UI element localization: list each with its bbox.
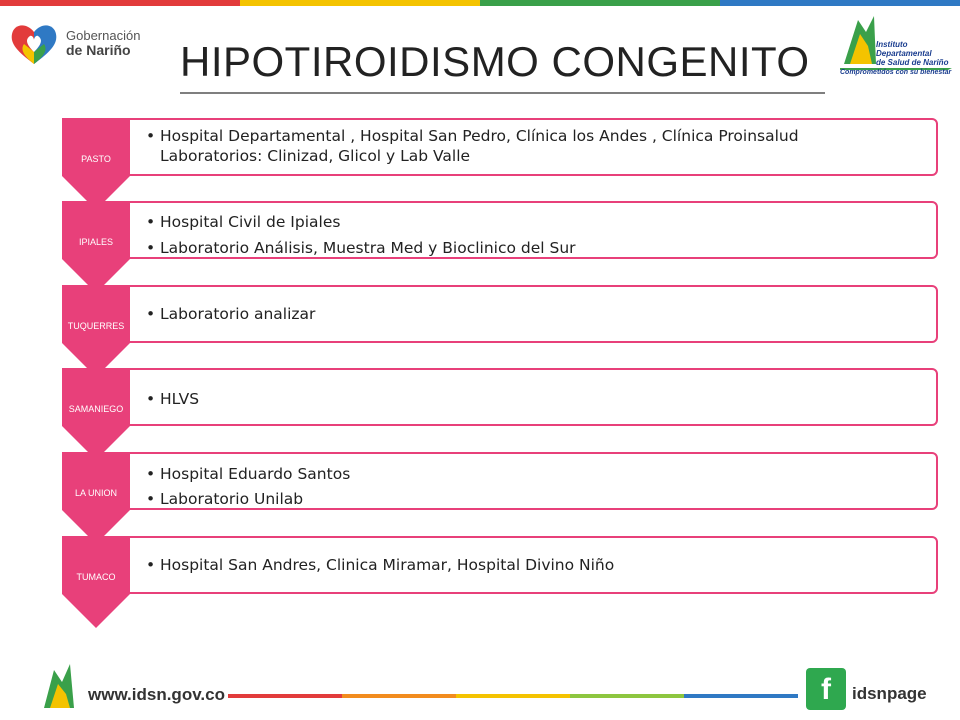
list-item: • Hospital Civil de Ipiales xyxy=(146,209,576,235)
row-tuquerres xyxy=(62,285,942,377)
row-label: TUMACO xyxy=(76,572,116,582)
chevron-arrow-icon xyxy=(62,201,130,293)
top-bar-blue xyxy=(720,0,960,6)
list-item: • Laboratorio analizar xyxy=(146,303,315,325)
top-bar-green xyxy=(480,0,720,6)
heart-logo-icon xyxy=(10,22,58,66)
row-ipiales xyxy=(62,201,942,293)
row-label: SAMANIEGO xyxy=(68,404,124,414)
facebook-icon[interactable]: f xyxy=(806,668,846,710)
facebook-handle[interactable]: idsnpage xyxy=(852,684,927,703)
row-list xyxy=(146,460,350,510)
chevron-arrow-icon xyxy=(62,285,130,377)
list-item: • Laboratorio Unilab xyxy=(146,488,350,510)
gobernacion-logo xyxy=(10,20,150,70)
row-label: LA UNION xyxy=(74,488,117,498)
institute-logo xyxy=(836,12,954,76)
gobernacion-line2: de Nariño xyxy=(66,42,131,58)
row-list xyxy=(146,388,199,410)
institute-line-1: Instituto xyxy=(876,40,908,49)
bottom-bar-yellow xyxy=(456,694,570,698)
row-box xyxy=(122,368,938,426)
page-title: HIPOTIROIDISMO CONGENITO xyxy=(180,38,810,85)
gobernacion-line1: Gobernación xyxy=(66,28,141,43)
institute-line-2: Departamental xyxy=(876,49,932,58)
chevron-arrow-icon xyxy=(62,368,130,460)
chevron-arrow-icon xyxy=(62,452,130,544)
row-label: TUQUERRES xyxy=(67,321,125,331)
bottom-bar-blue xyxy=(684,694,798,698)
row-tumaco xyxy=(62,536,942,628)
row-list xyxy=(146,126,799,166)
list-item: • HLVS xyxy=(146,388,199,410)
bottom-bar-red xyxy=(228,694,342,698)
bottom-color-bar xyxy=(228,694,798,698)
row-pasto xyxy=(62,118,942,210)
bottom-bar-lime xyxy=(570,694,684,698)
institute-motto: Comprometidos con su bienestar xyxy=(840,69,952,76)
top-color-bar xyxy=(0,0,960,6)
top-bar-yellow xyxy=(240,0,480,6)
list-item: • Laboratorio Análisis, Muestra Med y Bioclinico del Sur xyxy=(146,235,576,261)
title-underline xyxy=(180,92,825,94)
row-label: PASTO xyxy=(81,154,111,164)
row-label: IPIALES xyxy=(78,237,114,247)
list-item-text: Laboratorios: Clinizad, Glicol y Lab Valle xyxy=(160,147,471,165)
bottom-bar-orange xyxy=(342,694,456,698)
institute-line-3: de Salud de Nariño xyxy=(876,58,949,67)
chevron-arrow-icon xyxy=(62,118,130,210)
idsn-emblem-icon xyxy=(40,662,84,712)
list-item: • Hospital Eduardo Santos xyxy=(146,460,350,488)
row-list xyxy=(146,303,315,325)
top-bar-red xyxy=(0,0,240,6)
list-item-text: Hospital Departamental , Hospital San Pedro, Clínica los Andes , Clínica Proinsalud xyxy=(160,127,799,145)
row-list xyxy=(146,209,576,261)
website-link[interactable]: www.idsn.gov.co xyxy=(88,685,225,704)
row-samaniego xyxy=(62,368,942,460)
row-la-union xyxy=(62,452,942,544)
list-item: • Hospital San Andres, Clinica Miramar, Hospital Divino Niño xyxy=(146,554,614,576)
chevron-arrow-icon xyxy=(62,536,130,628)
row-list xyxy=(146,554,614,576)
list-item xyxy=(146,126,799,166)
